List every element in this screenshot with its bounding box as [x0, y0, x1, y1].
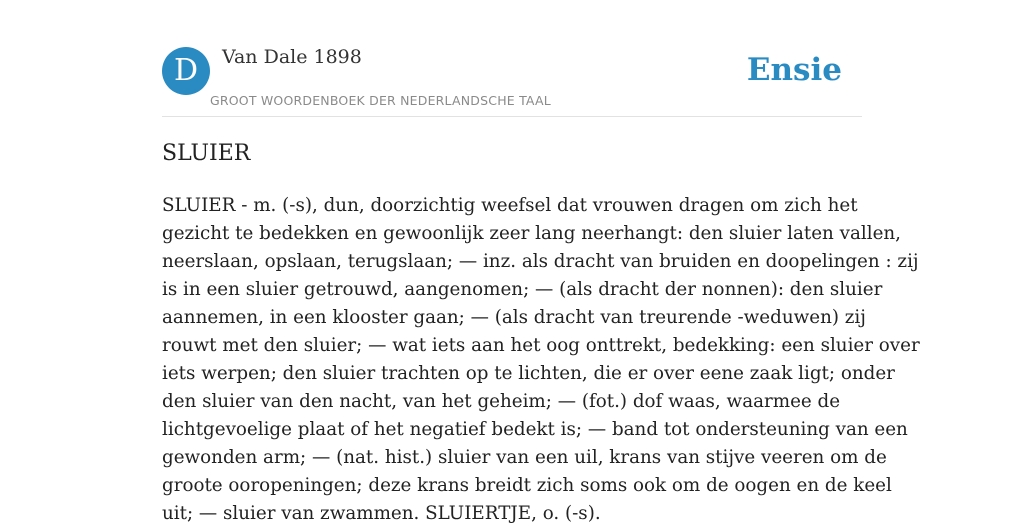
source-title[interactable]: Van Dale 1898	[222, 46, 362, 68]
definition-line: lichtgevoelige plaat of het negatief bedekt is; — band tot ondersteuning van een	[162, 419, 908, 440]
definition-line: uit; — sluier van zwammen. SLUIERTJE, o. (-s).	[162, 503, 601, 524]
brand-logo[interactable]: Ensie	[746, 52, 842, 88]
definition-line: gewonden arm; — (nat. hist.) sluier van een uil, krans van stijve veeren om de	[162, 447, 887, 468]
definition-line: rouwt met den sluier; — wat iets aan het oog onttrekt, bedekking: een sluier over	[162, 335, 920, 356]
source-subtitle: GROOT WOORDENBOEK DER NEDERLANDSCHE TAAL	[210, 93, 551, 108]
definition-line: gezicht te bedekken en gewoonlijk zeer lang neerhangt: den sluier laten vallen,	[162, 223, 901, 244]
definition-line: den sluier van den nacht, van het geheim; — (fot.) dof waas, waarmee de	[162, 391, 841, 412]
entry-headword: SLUIER	[162, 141, 251, 166]
definition-line: neerslaan, opslaan, terugslaan; — inz. als dracht van bruiden en doopelingen : zij	[162, 251, 919, 272]
definition-line: aannemen, in een klooster gaan; — (als dracht van treurende -weduwen) zij	[162, 307, 866, 328]
definition-line: SLUIER - m. (-s), dun, doorzichtig weefsel dat vrouwen dragen om zich het	[162, 195, 858, 216]
source-logo-icon[interactable]: D	[162, 47, 210, 95]
definition-line: is in een sluier getrouwd, aangenomen; — (als dracht der nonnen): den sluier	[162, 279, 883, 300]
definition-line: iets werpen; den sluier trachten op te lichten, die er over eene zaak ligt; onder	[162, 363, 895, 384]
definition-line: groote ooropeningen; deze krans breidt zich soms ook om de oogen en de keel	[162, 475, 892, 496]
entry-definition	[162, 192, 920, 528]
header	[162, 46, 862, 117]
